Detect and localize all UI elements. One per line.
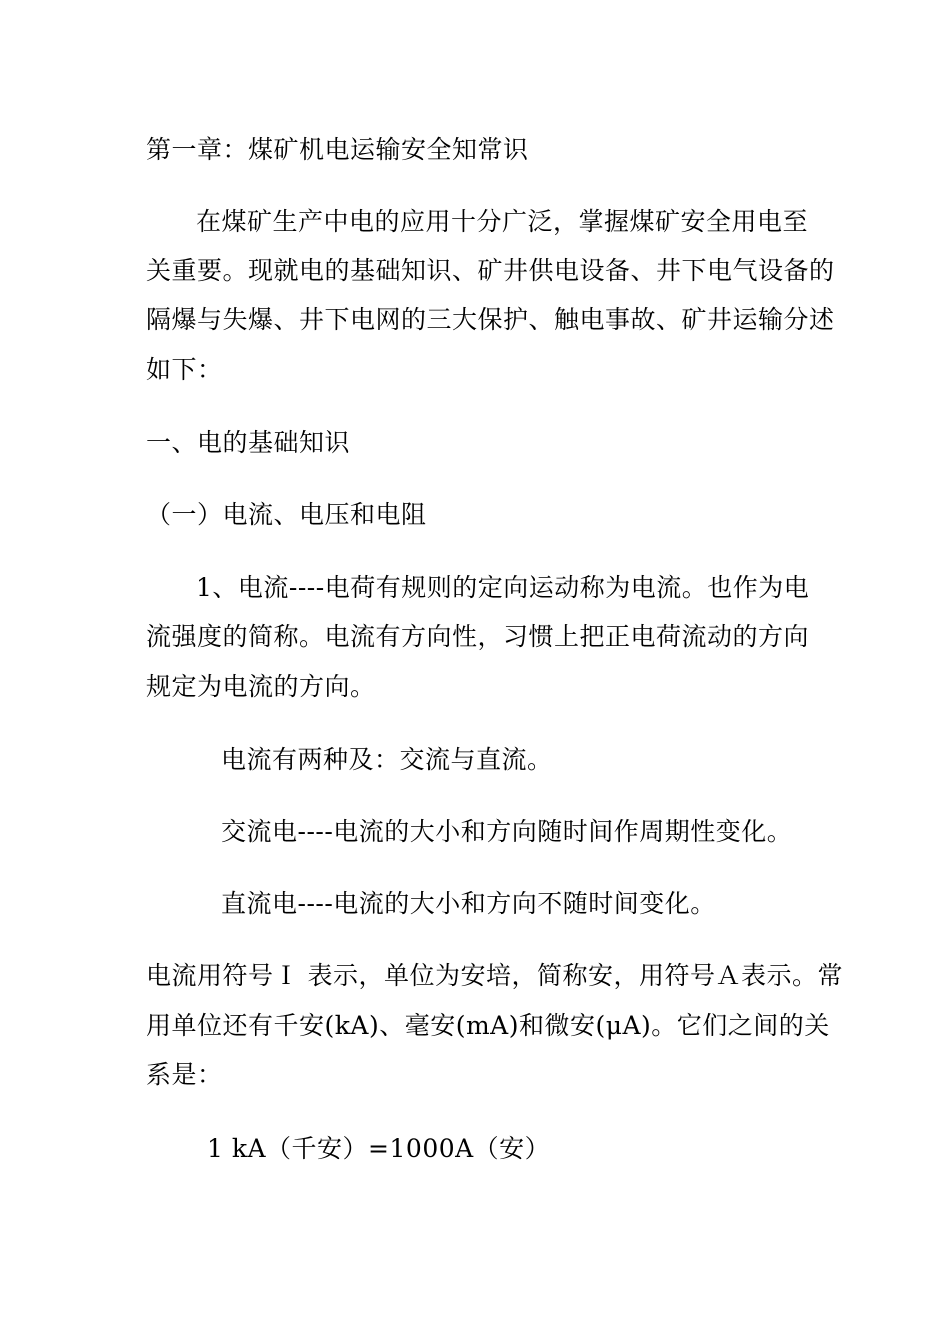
current-definition-line-2: 流强度的简称。电流有方向性，习惯上把正电荷流动的方向 [146,622,810,651]
subsection-heading: （一）电流、电压和电阻 [146,500,427,529]
current-definition-line-1: 1、电流----电荷有规则的定向运动称为电流。也作为电 [196,573,810,602]
dc-definition: 直流电----电流的大小和方向不随时间变化。 [221,889,716,918]
units-line-1: 电流用符号Ｉ 表示，单位为安培，简称安，用符号Ａ表示。常 [146,961,843,990]
chapter-title: 第一章：煤矿机电运输安全知常识 [146,135,529,164]
section-heading: 一、电的基础知识 [146,428,351,457]
intro-line-2: 关重要。现就电的基础知识、矿井供电设备、井下电气设备的 [146,256,835,285]
units-line-2: 用单位还有千安(kA)、毫安(mA)和微安(μA)。它们之间的关 [146,1011,830,1040]
units-line-3: 系是： [146,1060,223,1089]
current-definition-line-3: 规定为电流的方向。 [146,672,376,701]
intro-line-3: 隔爆与失爆、井下电网的三大保护、触电事故、矿井运输分述 [146,305,835,334]
current-types: 电流有两种及：交流与直流。 [221,745,553,774]
ac-definition: 交流电----电流的大小和方向随时间作周期性变化。 [221,817,793,846]
intro-line-4: 如下： [146,355,223,384]
unit-relation: 1 kA（千安）=1000A（安） [207,1134,551,1163]
intro-line-1: 在煤矿生产中电的应用十分广泛，掌握煤矿安全用电至 [196,207,809,236]
